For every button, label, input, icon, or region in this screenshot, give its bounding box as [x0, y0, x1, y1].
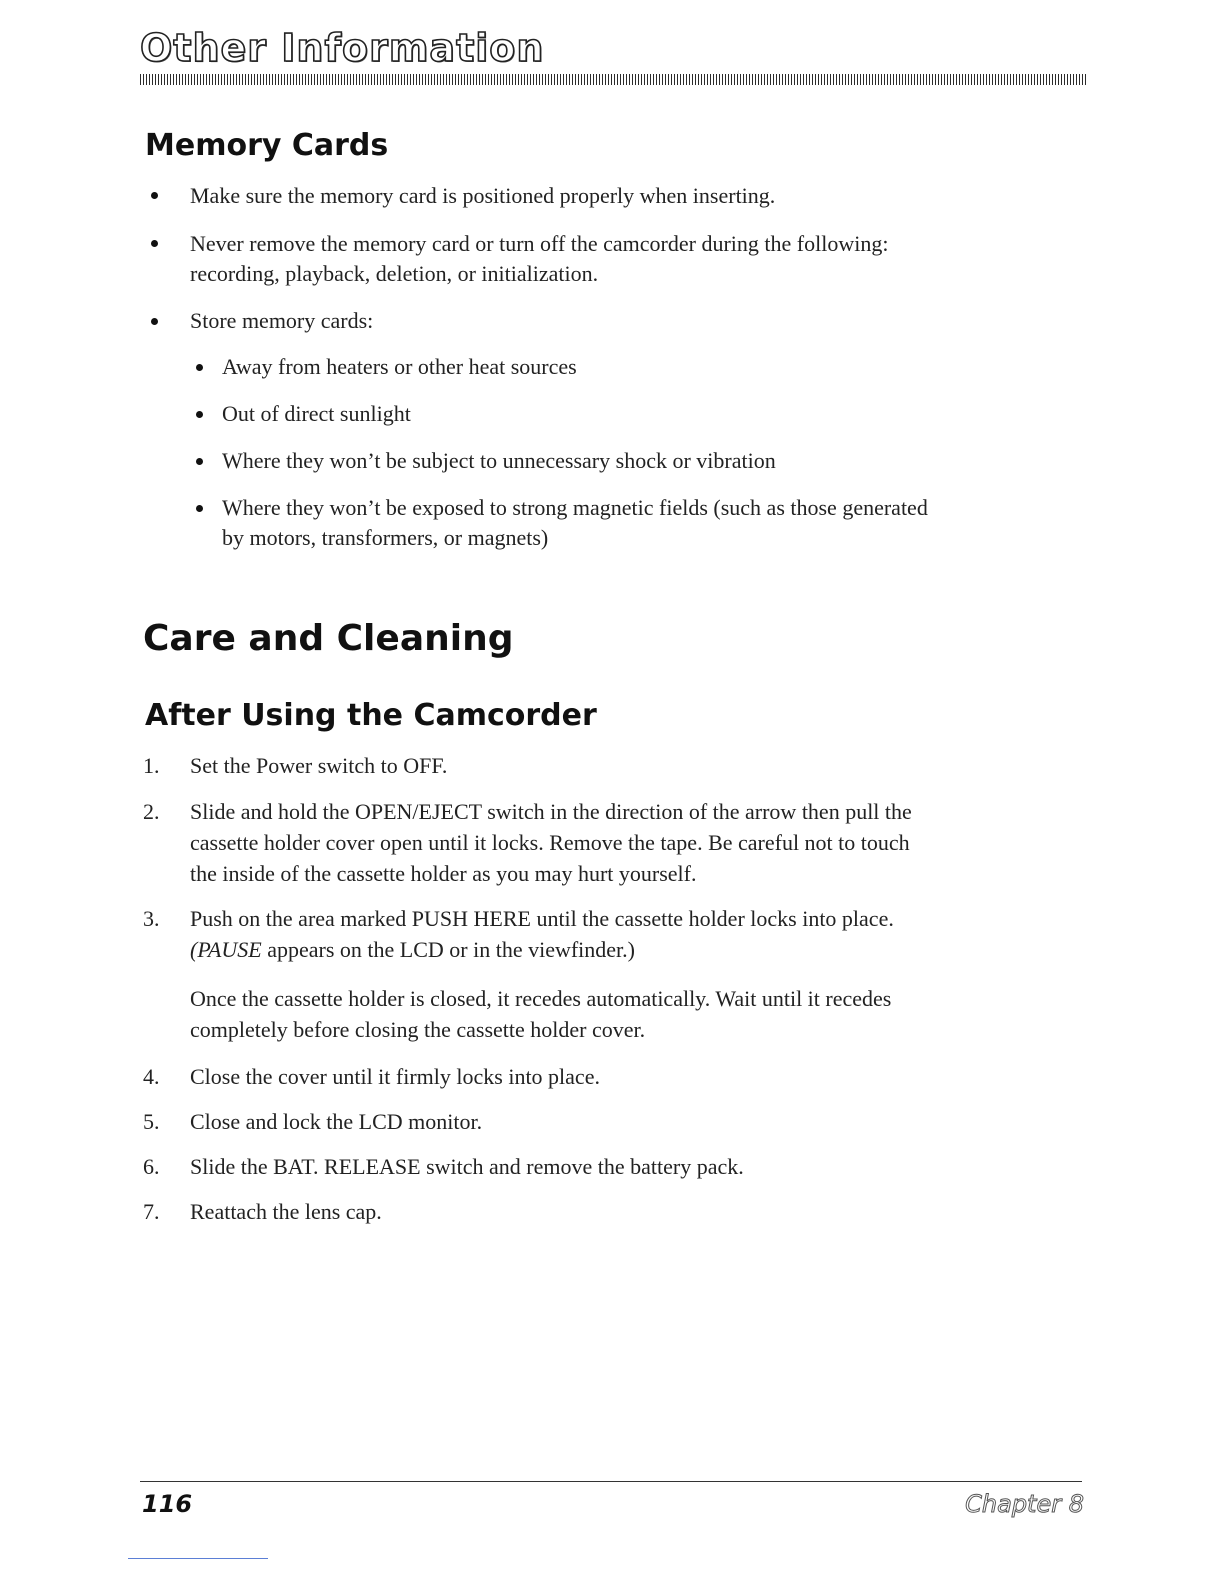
- sub-bullet-text: Out of direct sunlight: [222, 401, 411, 426]
- step-number: 1.: [143, 753, 160, 778]
- footer-rule: [140, 1481, 1082, 1482]
- bullet-icon: [151, 240, 158, 247]
- bottom-link-underline: [128, 1558, 268, 1559]
- sub-bullet-text-continued: by motors, transformers, or magnets): [222, 525, 549, 550]
- step-text: Push on the area marked PUSH HERE until the cassette holder locks into place.: [190, 906, 894, 931]
- step-text: Close and lock the LCD monitor.: [190, 1109, 483, 1134]
- step-text: Reattach the lens cap.: [190, 1199, 382, 1224]
- sub-bullet-icon: [196, 458, 203, 465]
- sub-bullet-text: Away from heaters or other heat sources: [222, 354, 577, 379]
- memory-cards-heading: Memory Cards: [145, 128, 389, 163]
- chapter-label: Chapter 8: [965, 1490, 1084, 1518]
- step-text: cassette holder cover open until it locks. Remove the tape. Be careful not to touch: [190, 830, 910, 855]
- bullet-text: Store memory cards:: [190, 308, 374, 333]
- step-text: Close the cover until it firmly locks into place.: [190, 1064, 600, 1089]
- step-note-text: Once the cassette holder is closed, it recedes automatically. Wait until it recedes: [190, 986, 892, 1011]
- sub-bullet-text: Where they won’t be exposed to strong magnetic fields (such as those generated: [222, 495, 928, 520]
- bullet-text-continued: recording, playback, deletion, or initialization.: [190, 261, 599, 286]
- step-text: the inside of the cassette holder as you may hurt yourself.: [190, 861, 697, 886]
- step-number: 2.: [143, 799, 160, 824]
- bullet-text: Never remove the memory card or turn off the camcorder during the following:: [190, 231, 889, 256]
- step-number: 3.: [143, 906, 160, 931]
- sub-bullet-text: Where they won’t be subject to unnecessary shock or vibration: [222, 448, 776, 473]
- step-note-text: completely before closing the cassette holder cover.: [190, 1017, 646, 1042]
- bullet-text: Make sure the memory card is positioned properly when inserting.: [190, 183, 776, 208]
- step-text: Slide the BAT. RELEASE switch and remove the battery pack.: [190, 1154, 744, 1179]
- after-using-heading: After Using the Camcorder: [145, 698, 597, 733]
- step-text-continued: appears on the LCD or in the viewfinder.): [267, 937, 635, 962]
- step-number: 7.: [143, 1199, 160, 1224]
- pause-indicator-text: (PAUSE: [190, 937, 262, 962]
- sub-bullet-icon: [196, 505, 203, 512]
- sub-bullet-icon: [196, 411, 203, 418]
- step-number: 5.: [143, 1109, 160, 1134]
- step-text: Set the Power switch to OFF.: [190, 753, 448, 778]
- step-number: 6.: [143, 1154, 160, 1179]
- bullet-icon: [151, 318, 158, 325]
- bullet-icon: [151, 192, 158, 199]
- page-number: 116: [142, 1490, 193, 1518]
- sub-bullet-icon: [196, 364, 203, 371]
- care-and-cleaning-heading: Care and Cleaning: [143, 618, 514, 659]
- section-header-title: Other Information: [140, 26, 545, 70]
- header-rule: [140, 74, 1086, 85]
- step-text: [190, 934, 635, 965]
- step-text: Slide and hold the OPEN/EJECT switch in the direction of the arrow then pull the: [190, 799, 912, 824]
- step-number: 4.: [143, 1064, 160, 1089]
